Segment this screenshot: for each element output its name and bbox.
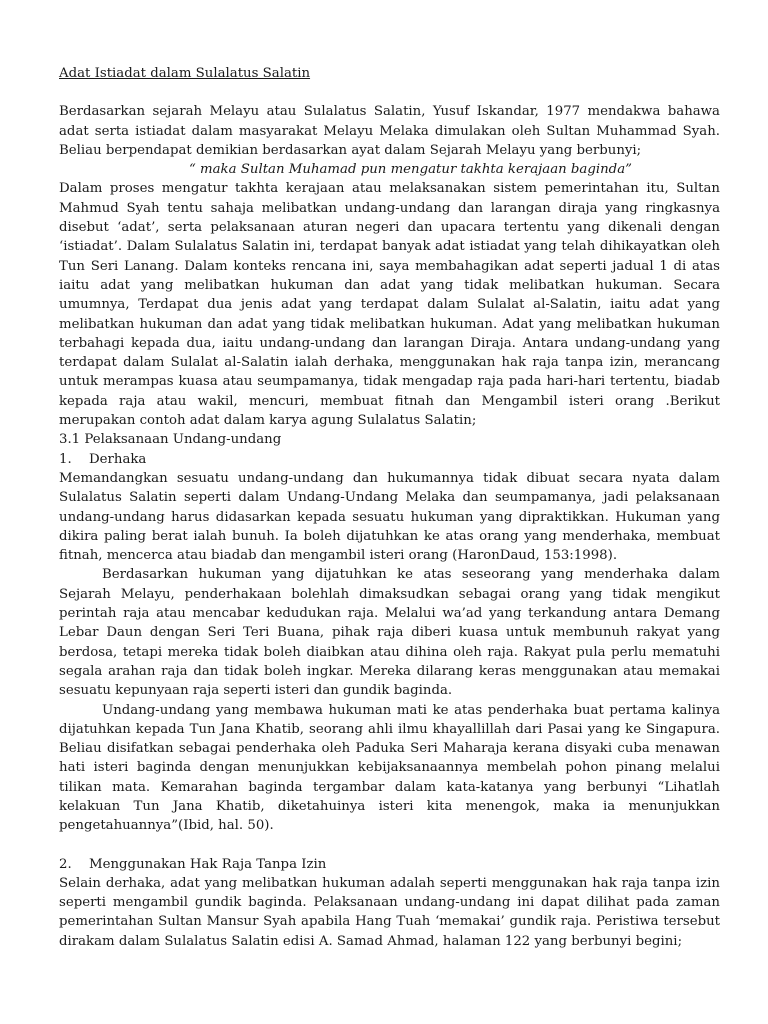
paragraph-4: Undang-undang yang membawa hukuman mati ke atas penderhaka buat pertama kalinya dijatuhkan kepada Tun Jana Khatib, seorang ahli ilmu khayallillah dari Pasai yang ke Singapura. Beliau disifatkan sebagai penderhaka oleh Paduka Seri Maharaja kerana disyaki cuba menawan hati isteri baginda dengan menunjukkan kebijaksanaannya membelah pohon pinang melalui tilikan mata. Kemarahan baginda tergambar dalam kata-katanya yang berbunyi “Lihatlah kelakuan Tun Jana Khatib, diketahuinya isteri kita menengok, maka ia menunjukkan pengetahuannya”(Ibid, hal. 50).: [59, 702, 720, 834]
list-item-2-number: 2.: [59, 856, 72, 872]
paragraph-5: Selain derhaka, adat yang melibatkan hukuman adalah seperti menggunakan hak raja tanpa izin seperti mengambil gundik baginda. Pelaksanaan undang-undang ini dapat dilihat pada zaman pemerintahan Sultan Mansur Syah apabila Hang Tuah ‘memakai’ gundik raja. Peristiwa tersebut dirakam dalam Sulalatus Salatin edisi A. Samad Ahmad, halaman 122 yang berbunyi begini;: [59, 875, 720, 949]
document-page: [59, 64, 720, 951]
list-item-1: [59, 450, 720, 469]
list-item-2-label: Menggunakan Hak Raja Tanpa Izin: [89, 856, 327, 872]
intro-paragraph: Berdasarkan sejarah Melayu atau Sulalatus Salatin, Yusuf Iskandar, 1977 mendakwa bahawa adat serta istiadat dalam masyarakat Melayu Melaka dimulakan oleh Sultan Muhammad Syah. Beliau berpendapat demikian berdasarkan ayat dalam Sejarah Melayu yang berbunyi;: [59, 104, 720, 158]
list-item-2: [59, 855, 720, 874]
section-heading: 3.1 Pelaksanaan Undang-undang: [59, 432, 282, 448]
list-item-1-number: 1.: [59, 451, 72, 467]
document-title: Adat Istiadat dalam Sulalatus Salatin: [59, 66, 311, 81]
list-item-1-label: Derhaka: [89, 451, 147, 467]
paragraph-3: Berdasarkan hukuman yang dijatuhkan ke atas seseorang yang menderhaka dalam Sejarah Melayu, penderhakaan bolehlah dimaksudkan sebagai orang yang tidak mengikut perintah raja atau mencabar kedudukan raja. Melalui wa’ad yang terkandung antara Demang Lebar Daun dengan Seri Teri Buana, pihak raja diberi kuasa untuk membunuh rakyat yang berdosa, tetapi mereka tidak boleh diaibkan atau dihina oleh raja. Rakyat pula perlu mematuhi segala arahan raja dan tidak boleh ingkar. Mereka dilarang keras menggunakan atau memakai sesuatu kepunyaan raja seperti isteri dan gundik baginda.: [59, 567, 720, 699]
paragraph-2: Memandangkan sesuatu undang-undang dan hukumannya tidak dibuat secara nyata dalam Sulalatus Salatin seperti dalam Undang-Undang Melaka dan seumpamanya, jadi pelaksanaan undang-undang harus didasarkan kepada sesuatu hukuman yang dipraktikkan. Hukuman yang dikira paling berat ialah bunuh. Ia boleh dijatuhkan ke atas orang yang menderhaka, membuat fitnah, mencerca atau biadab dan mengambil isteri orang (HaronDaud, 153:1998).: [59, 470, 720, 564]
quote-line: “ maka Sultan Muhamad pun mengatur takhta kerajaan baginda”: [189, 162, 632, 178]
paragraph-1: Dalam proses mengatur takhta kerajaan atau melaksanakan sistem pemerintahan itu, Sultan Mahmud Syah tentu sahaja melibatkan undang-undang dan larangan diraja yang ringkasnya disebut ‘adat’, serta pelaksanaan aturan negeri dan upacara tertentu yang dikenali dengan ‘istiadat’. Dalam Sulalatus Salatin ini, terdapat banyak adat istiadat yang telah dihikayatkan oleh Tun Seri Lanang. Dalam konteks rencana ini, saya membahagikan adat seperti jadual 1 di atas iaitu adat yang melibatkan hukuman dan adat yang tidak melibatkan hukuman. Secara umumnya, Terdapat dua jenis adat yang terdapat dalam Sulalat al-Salatin, iaitu adat yang melibatkan hukuman dan adat yang tidak melibatkan hukuman. Adat yang melibatkan hukuman terbahagi kepada dua, iaitu undang-undang dan larangan Diraja. Antara undang-undang yang terdapat dalam Sulalat al-Salatin ialah derhaka, menggunakan hak raja tanpa izin, merancang untuk merampas kuasa atau seumpamanya, tidak mengadap raja pada hari-hari tertentu, biadab kepada raja atau wakil, mencuri, membuat fitnah dan Mengambil isteri orang .Berikut merupakan contoh adat dalam karya agung Sulalatus Salatin;: [59, 181, 720, 429]
spacer: [59, 836, 720, 855]
